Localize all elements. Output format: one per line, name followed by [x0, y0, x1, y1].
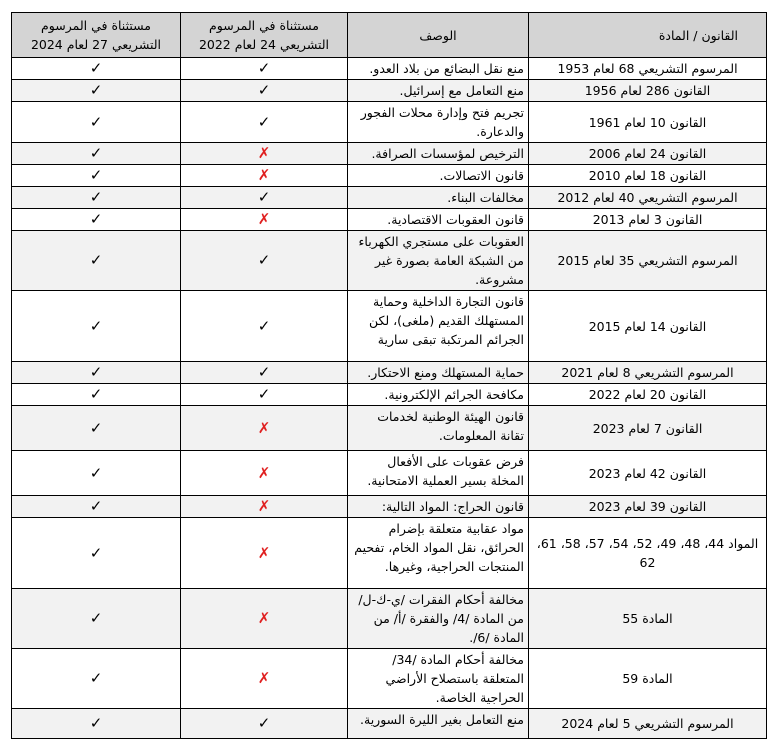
check-icon: ✓: [181, 291, 348, 362]
exemptions-table-container: [11, 12, 767, 739]
check-icon: ✓: [181, 384, 348, 406]
cell-description: العقوبات على مستجري الكهرباء من الشبكة العامة بصورة غير مشروعة.: [348, 231, 529, 291]
check-icon: ✓: [181, 58, 348, 80]
check-icon: ✓: [12, 406, 181, 451]
cell-description: مخالفات البناء.: [348, 187, 529, 209]
cell-law: القانون 20 لعام 2022: [529, 384, 767, 406]
table-row: [12, 231, 767, 291]
table-row: [12, 362, 767, 384]
table-row: [12, 709, 767, 739]
check-icon: ✓: [12, 362, 181, 384]
cell-description: قانون الحراج: المواد التالية:: [348, 496, 529, 518]
table-body: [12, 58, 767, 739]
check-icon: ✓: [12, 709, 181, 739]
cell-description: الترخيص لمؤسسات الصرافة.: [348, 143, 529, 165]
check-icon: ✓: [12, 518, 181, 589]
check-icon: ✓: [12, 384, 181, 406]
cross-icon: ✗: [181, 451, 348, 496]
cell-description: قانون العقوبات الاقتصادية.: [348, 209, 529, 231]
cell-description: منع نقل البضائع من بلاد العدو.: [348, 58, 529, 80]
check-icon: ✓: [181, 80, 348, 102]
cell-law: المرسوم التشريعي 35 لعام 2015: [529, 231, 767, 291]
cell-law: المرسوم التشريعي 40 لعام 2012: [529, 187, 767, 209]
check-icon: ✓: [181, 231, 348, 291]
table-row: [12, 165, 767, 187]
table-row: [12, 589, 767, 649]
cell-law: القانون 18 لعام 2010: [529, 165, 767, 187]
table-row: [12, 80, 767, 102]
cell-description: قانون الاتصالات.: [348, 165, 529, 187]
cell-description: مخالفة أحكام الفقرات /ي-ك-ل/ من المادة /4/ والفقرة /أ/ من المادة /6/.: [348, 589, 529, 649]
check-icon: ✓: [12, 589, 181, 649]
table-row: [12, 209, 767, 231]
cell-law: المادة 55: [529, 589, 767, 649]
header-law: القانون / المادة: [529, 13, 767, 58]
cross-icon: ✗: [181, 406, 348, 451]
cell-law: القانون 10 لعام 1961: [529, 102, 767, 143]
check-icon: ✓: [181, 102, 348, 143]
check-icon: ✓: [12, 80, 181, 102]
check-icon: ✓: [12, 451, 181, 496]
check-icon: ✓: [12, 496, 181, 518]
header-description: الوصف: [348, 13, 529, 58]
cross-icon: ✗: [181, 143, 348, 165]
cross-icon: ✗: [181, 496, 348, 518]
check-icon: ✓: [12, 291, 181, 362]
cell-description: مكافحة الجرائم الإلكترونية.: [348, 384, 529, 406]
cell-description: فرض عقوبات على الأفعال المخلة بسير العملية الامتحانية.: [348, 451, 529, 496]
cross-icon: ✗: [181, 518, 348, 589]
cell-law: القانون 24 لعام 2006: [529, 143, 767, 165]
cell-law: المرسوم التشريعي 8 لعام 2021: [529, 362, 767, 384]
exemptions-table: [11, 12, 767, 739]
check-icon: ✓: [181, 709, 348, 739]
table-row: [12, 58, 767, 80]
check-icon: ✓: [12, 102, 181, 143]
table-row: [12, 518, 767, 589]
cell-law: القانون 3 لعام 2013: [529, 209, 767, 231]
cell-law: القانون 14 لعام 2015: [529, 291, 767, 362]
cell-law: القانون 39 لعام 2023: [529, 496, 767, 518]
check-icon: ✓: [12, 165, 181, 187]
table-row: [12, 496, 767, 518]
cell-description: مواد عقابية متعلقة بإضرام الحرائق، نقل المواد الخام، تفحيم المنتجات الحراجية، وغيرها.: [348, 518, 529, 589]
check-icon: ✓: [181, 187, 348, 209]
cell-description: قانون الهيئة الوطنية لخدمات تقانة المعلومات.: [348, 406, 529, 451]
table-row: [12, 384, 767, 406]
cell-description: منع التعامل مع إسرائيل.: [348, 80, 529, 102]
table-row: [12, 143, 767, 165]
check-icon: ✓: [12, 187, 181, 209]
cell-description: تجريم فتح وإدارة محلات الفجور والدعارة.: [348, 102, 529, 143]
cell-description: منع التعامل بغير الليرة السورية.: [348, 709, 529, 739]
check-icon: ✓: [181, 362, 348, 384]
cross-icon: ✗: [181, 649, 348, 709]
cross-icon: ✗: [181, 209, 348, 231]
cross-icon: ✗: [181, 589, 348, 649]
check-icon: ✓: [12, 58, 181, 80]
header-exempt-2024: مستثناة في المرسوم التشريعي 27 لعام 2024: [12, 13, 181, 58]
cell-description: مخالفة أحكام المادة /34/ المتعلقة باستصلاح الأراضي الحراجية الخاصة.: [348, 649, 529, 709]
cell-law: القانون 7 لعام 2023: [529, 406, 767, 451]
cell-law: المادة 59: [529, 649, 767, 709]
cell-law: المرسوم التشريعي 68 لعام 1953: [529, 58, 767, 80]
cell-description: قانون التجارة الداخلية وحماية المستهلك القديم (ملغى)، لكن الجرائم المرتكبة تبقى سارية: [348, 291, 529, 362]
header-exempt-2022: مستثناة في المرسوم التشريعي 24 لعام 2022: [181, 13, 348, 58]
table-row: [12, 406, 767, 451]
table-row: [12, 291, 767, 362]
check-icon: ✓: [12, 231, 181, 291]
check-icon: ✓: [12, 143, 181, 165]
table-row: [12, 649, 767, 709]
table-row: [12, 451, 767, 496]
check-icon: ✓: [12, 649, 181, 709]
cell-law: المواد 44، 48، 49، 52، 54، 57، 58، 61، 62: [529, 518, 767, 589]
table-row: [12, 187, 767, 209]
cross-icon: ✗: [181, 165, 348, 187]
cell-law: المرسوم التشريعي 5 لعام 2024: [529, 709, 767, 739]
check-icon: ✓: [12, 209, 181, 231]
table-header-row: [12, 13, 767, 58]
cell-law: القانون 42 لعام 2023: [529, 451, 767, 496]
cell-description: حماية المستهلك ومنع الاحتكار.: [348, 362, 529, 384]
table-row: [12, 102, 767, 143]
cell-law: القانون 286 لعام 1956: [529, 80, 767, 102]
